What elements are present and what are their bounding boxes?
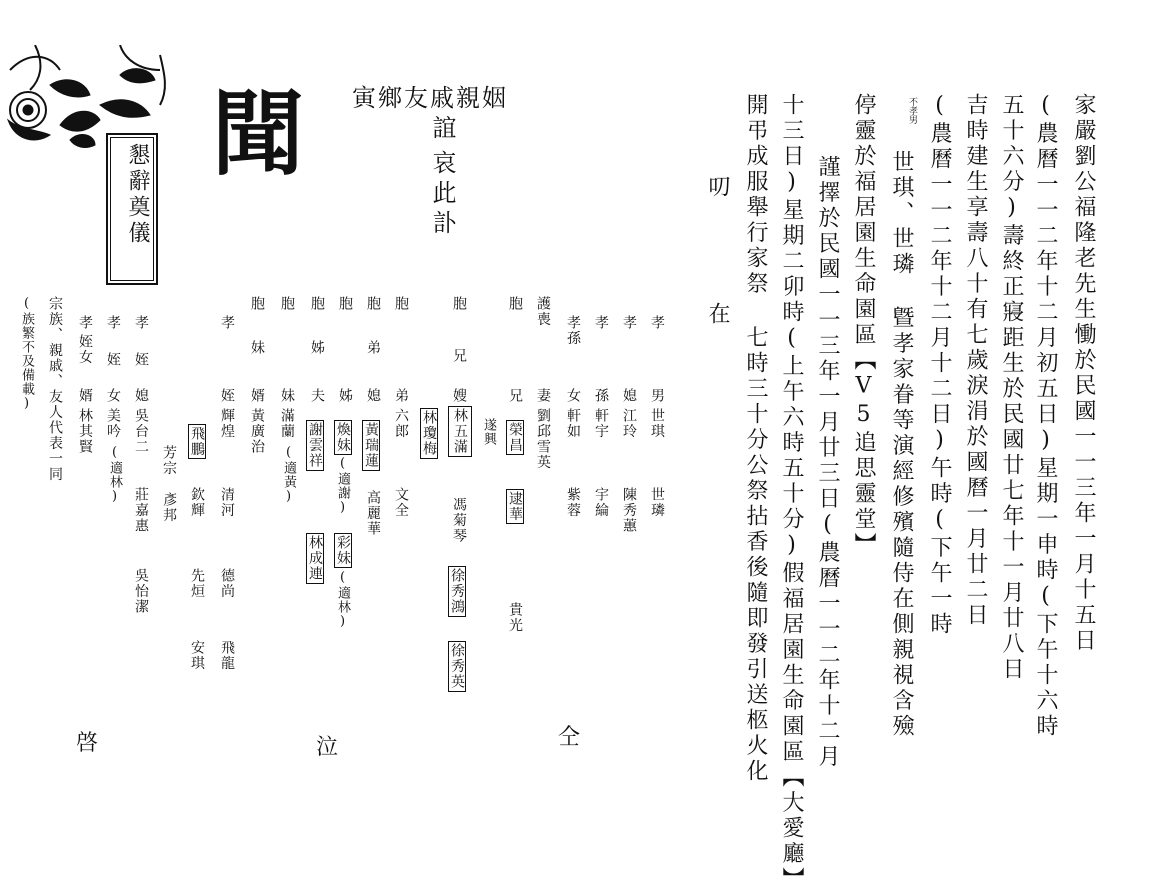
family-name: 安琪	[189, 640, 205, 671]
family-relation: 媳	[365, 388, 381, 404]
family-name-boxed: 煥妹	[335, 422, 351, 453]
family-relation-label: 姊	[309, 340, 325, 356]
family-role: 孝	[133, 315, 149, 331]
footer-text: 仝	[558, 725, 581, 750]
family-note: (適林)	[335, 570, 350, 630]
notice-line: 哀此訃	[428, 150, 456, 240]
family-name: 清河	[219, 487, 235, 518]
family-role: 孝	[621, 315, 637, 331]
family-relation: 姊	[337, 388, 353, 404]
family-name: 陳秀蕙	[621, 487, 637, 534]
family-role: 孝	[77, 315, 93, 331]
family-relation-label: 弟	[365, 340, 381, 356]
family-relation: 姪	[219, 388, 235, 404]
family-name-boxed: 林五滿	[448, 406, 472, 457]
family-name-boxed: 林瓊梅	[421, 410, 437, 457]
family-name: 軒如	[565, 408, 581, 439]
family-name: 文全	[393, 487, 409, 518]
family-name: 欽輝	[189, 487, 205, 518]
family-relation: 姪	[105, 352, 121, 368]
family-name-boxed: 徐秀鴻	[449, 568, 465, 615]
family-name: 遂興	[481, 418, 496, 446]
family-relation: 姪女	[77, 334, 93, 365]
family-role: 護喪	[535, 296, 551, 327]
family-name: 輝煌	[219, 408, 235, 439]
family-name: 劉邱雪英	[535, 408, 551, 470]
family-name-boxed: 林成連	[307, 535, 323, 582]
decline-gifts-box	[106, 133, 158, 285]
family-note: (適林)	[107, 445, 122, 505]
clan-representatives: 宗族、親戚、友人代表一同	[47, 296, 63, 482]
family-name: 紫蓉	[565, 487, 581, 518]
family-role: 孝	[649, 315, 665, 331]
family-relation: 媳	[621, 388, 637, 404]
family-relation: 婿	[77, 388, 93, 404]
announcement-column: (農曆一一二年十二月十二日)午時(下午一時	[927, 93, 952, 638]
family-name: 黃廣治	[249, 408, 265, 455]
family-role: 孝	[593, 315, 609, 331]
family-name: 吳台二	[133, 408, 149, 455]
family-name: 宇綸	[593, 487, 609, 518]
big-character: 聞	[212, 80, 305, 188]
family-name: 莊嘉惠	[133, 487, 149, 534]
family-name: 先烜	[189, 568, 205, 599]
family-name: 芳宗	[161, 445, 177, 476]
family-name: 貴光	[507, 602, 523, 633]
family-relation: 婿	[249, 388, 265, 404]
announcement-column: (農曆一一二年十二月初五日)星期一申時(下午十六時	[1033, 93, 1058, 740]
family-relation-label: 妹	[249, 340, 265, 356]
family-relation: 女	[105, 388, 121, 404]
family-role: 胞	[507, 296, 523, 312]
family-name-boxed: 徐秀英	[449, 643, 465, 690]
footer-text: 啓	[76, 731, 99, 756]
family-role: 胞	[337, 296, 353, 312]
decline-gifts-text: 懇辭	[125, 143, 150, 195]
family-relation: 妻	[535, 388, 551, 404]
announcement-column: 世琪、世璘 曁孝家眷等演經修殯隨侍在側親視含殮	[889, 150, 914, 740]
family-role: 孝	[105, 315, 121, 331]
family-name: 馮菊琴	[451, 497, 467, 544]
family-name: 飛龍	[219, 640, 235, 671]
family-role: 胞	[393, 296, 409, 312]
family-note: (適黃)	[281, 445, 296, 505]
family-name: 美吟	[105, 408, 121, 439]
announcement-column: 停靈於福居園生命園區【V5追思靈堂】	[851, 93, 876, 558]
family-relation: 媳	[133, 388, 149, 404]
family-relation: 妹	[279, 388, 295, 404]
family-note: (適謝)	[335, 456, 350, 516]
footer-text: 泣	[316, 735, 339, 760]
family-name-boxed: 逮華	[507, 491, 523, 522]
family-relation: 兄	[451, 348, 467, 364]
filial-son-label: 不孝男	[907, 97, 917, 124]
family-name-boxed: 謝雲祥	[307, 422, 323, 469]
family-role: 胞	[279, 296, 295, 312]
family-name: 世璘	[649, 487, 665, 518]
family-name: 吳怡潔	[133, 568, 149, 615]
family-name: 德尚	[219, 568, 235, 599]
notice-line: 誼	[428, 115, 456, 147]
family-name-boxed: 榮昌	[507, 422, 523, 453]
family-role: 孝孫	[565, 315, 581, 346]
family-name-boxed: 彩妹	[335, 535, 351, 566]
family-role: 孝	[219, 315, 235, 331]
family-role: 胞	[451, 296, 467, 312]
family-role: 胞	[249, 296, 265, 312]
family-name-boxed: 黃瑞蓮	[363, 422, 379, 469]
family-relation: 姪	[133, 352, 149, 368]
family-name	[448, 406, 472, 461]
clan-note: (族繁不及備載)	[19, 296, 34, 412]
announcement-column: 叨 在	[705, 175, 730, 364]
family-relation: 夫	[309, 388, 325, 404]
family-role: 胞	[309, 296, 325, 312]
heading-invitees: 寅鄉友戚親姻	[352, 84, 508, 112]
family-name: 滿蘭	[279, 408, 295, 439]
family-relation: 女	[565, 388, 581, 404]
family-name: 林其賢	[77, 408, 93, 455]
family-role: 胞	[365, 296, 381, 312]
family-name: 彥邦	[161, 492, 177, 523]
family-name: 江玲	[621, 408, 637, 439]
family-name: 軒宇	[593, 408, 609, 439]
announcement-column: 謹擇於民國一一三年一月廿三日(農曆一一二年十二月	[815, 155, 840, 770]
family-name: 高麗華	[365, 490, 381, 537]
announcement-column: 五十六分)壽終正寢距生於民國廿七年十一月廿八日	[999, 93, 1024, 683]
decline-gifts-text: 奠儀	[125, 195, 150, 247]
family-relation: 嫂	[451, 388, 467, 404]
family-name: 世琪	[649, 408, 665, 439]
family-relation: 兄	[507, 388, 523, 404]
family-relation: 男	[649, 388, 665, 404]
family-relation: 孫	[593, 388, 609, 404]
announcement-column: 開弔成服舉行家祭 七時三十分公祭拈香後隨即發引送柩火化	[743, 93, 768, 785]
announcement-column: 家嚴劉公福隆老先生慟於民國一一三年一月十五日	[1071, 93, 1096, 654]
family-relation: 弟	[393, 388, 409, 404]
announcement-column: 吉時建生享壽八十有七歲淚涓於國曆一月廿二日	[963, 93, 988, 629]
announcement-column: 十三日)星期二卯時(上午六時五十分)假福居園生命園區【大愛廳】	[779, 93, 804, 893]
family-name: 六郎	[393, 408, 409, 439]
family-name-boxed: 飛鵬	[189, 426, 205, 457]
